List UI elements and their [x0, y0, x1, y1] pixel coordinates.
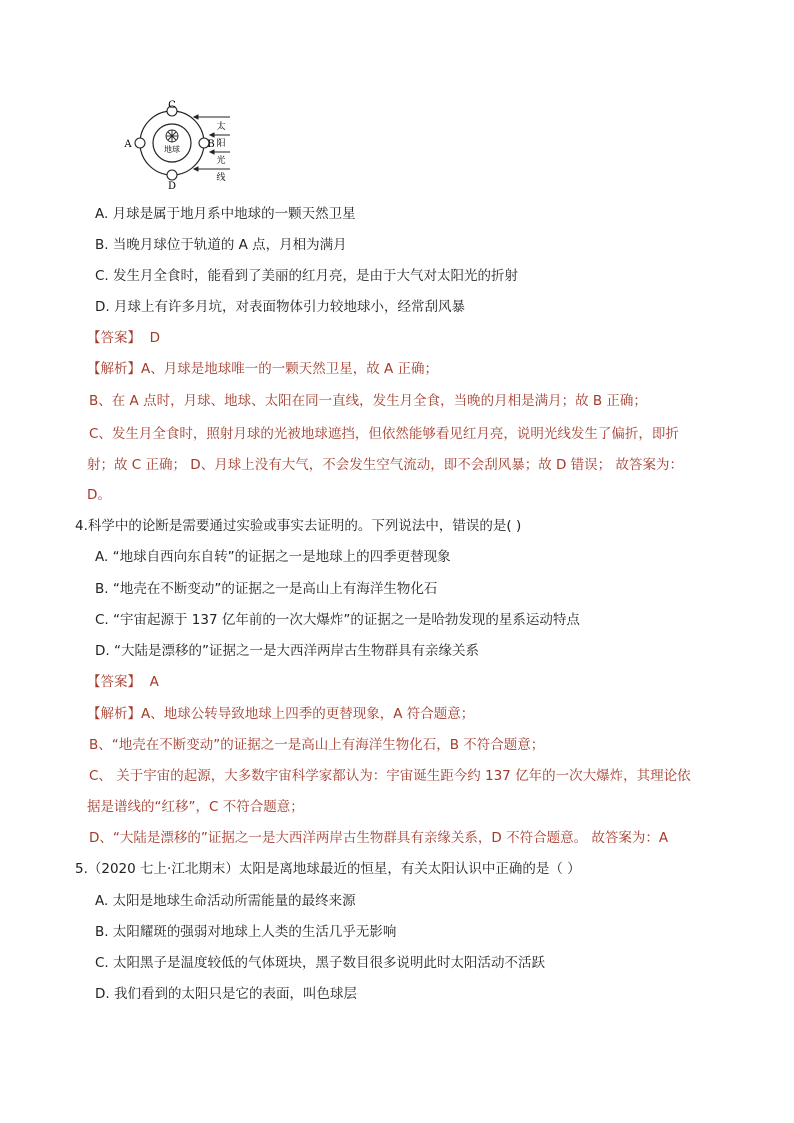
q4-analysis-3b: 据是谱线的“红移”，C 不符合题意；	[87, 799, 304, 815]
q3-option-c: C. 发生月全食时，能看到了美丽的红月亮，是由于大气对太阳光的折射	[95, 268, 519, 284]
analysis-text: A、地球公转导致地球上四季的更替现象，A 符合题意；	[141, 706, 475, 722]
q4-analysis-4: D、“大陆是漂移的”证据之一是大西洋两岸古生物群具有亲缘关系，D 不符合题意。 故答案为：A	[89, 830, 669, 846]
q3-option-a: A. 月球是属于地月系中地球的一颗天然卫星	[95, 206, 356, 222]
analysis-text: A、月球是地球唯一的一颗天然卫星，故 A 正确；	[141, 361, 439, 377]
sunlight-char-2: 阳	[216, 139, 226, 149]
q4-option-b: B. “地壳在不断变动”的证据之一是高山上有海洋生物化石	[95, 581, 438, 597]
moon-a	[135, 138, 145, 148]
q4-option-a: A. “地球自西向东自转”的证据之一是地球上的四季更替现象	[95, 549, 451, 565]
q5-option-d: D. 我们看到的太阳只是它的表面，叫色球层	[95, 986, 357, 1002]
label-b: B	[207, 139, 215, 150]
sunlight-char-3: 光	[216, 156, 226, 166]
q4-question: 4.科学中的论断是需要通过实验或事实去证明的。下列说法中，错误的是( )	[75, 518, 522, 534]
label-c: C	[168, 100, 176, 111]
q3-option-d: D. 月球上有许多月坑，对表面物体引力较地球小，经常刮风暴	[95, 299, 465, 315]
moon-d	[167, 170, 177, 180]
earth-moon-orbit-diagram	[118, 100, 230, 192]
q4-analysis-1	[87, 705, 474, 723]
sunlight-char-1: 太	[216, 122, 226, 132]
q5-option-c: C. 太阳黑子是温度较低的气体斑块，黑子数目很多说明此时太阳活动不活跃	[95, 955, 546, 971]
q3-analysis-2: B、在 A 点时，月球、地球、太阳在同一直线，发生月全食，当晚的月相是满月；故 B 正确；	[89, 393, 647, 409]
answer-value: A	[149, 674, 159, 690]
q5-option-a: A. 太阳是地球生命活动所需能量的最终来源	[95, 893, 356, 909]
label-d: D	[167, 181, 177, 192]
q5-question: 5.（2020 七上·江北期末）太阳是离地球最近的恒星，有关太阳认识中正确的是（ ）	[75, 861, 581, 877]
q3-analysis-3c: D。	[87, 487, 111, 503]
q3-analysis-1	[87, 360, 438, 378]
q4-option-d: D. “大陆是漂移的”证据之一是大西洋两岸古生物群具有亲缘关系	[95, 643, 479, 659]
sunlight-char-4: 线	[216, 173, 226, 183]
q4-option-c: C. “宇宙起源于 137 亿年前的一次大爆炸”的证据之一是哈勃发现的星系运动特点	[95, 612, 580, 628]
answer-label: 【答案】	[87, 330, 141, 346]
q3-option-b: B. 当晚月球位于轨道的 A 点，月相为满月	[95, 237, 347, 253]
analysis-label: 【解析】	[87, 361, 141, 377]
q4-analysis-2: B、“地壳在不断变动”的证据之一是高山上有海洋生物化石，B 不符合题意；	[89, 737, 545, 753]
q3-analysis-3a: C、发生月全食时，照射月球的光被地球遮挡，但依然能够看见红月亮，说明光线发生了偏折，即折	[89, 426, 679, 442]
q3-analysis-3b: 射；故 C 正确； D、月球上没有大气，不会发生空气流动，即不会刮风暴；故 D 错误； 故答案为：	[87, 457, 683, 473]
label-a: A	[124, 139, 132, 150]
q3-answer	[87, 329, 160, 347]
answer-label: 【答案】	[87, 674, 141, 690]
answer-value: D	[149, 330, 160, 346]
earth-label: 地球	[164, 145, 180, 154]
q4-answer	[87, 673, 159, 691]
earth-pole-icon	[166, 130, 178, 142]
q5-option-b: B. 太阳耀斑的强弱对地球上人类的生活几乎无影响	[95, 924, 397, 940]
analysis-label: 【解析】	[87, 706, 141, 722]
q4-analysis-3a: C、 关于宇宙的起源，大多数宇宙科学家都认为：宇宙诞生距今约 137 亿年的一次大爆炸，其理论依	[89, 768, 691, 784]
